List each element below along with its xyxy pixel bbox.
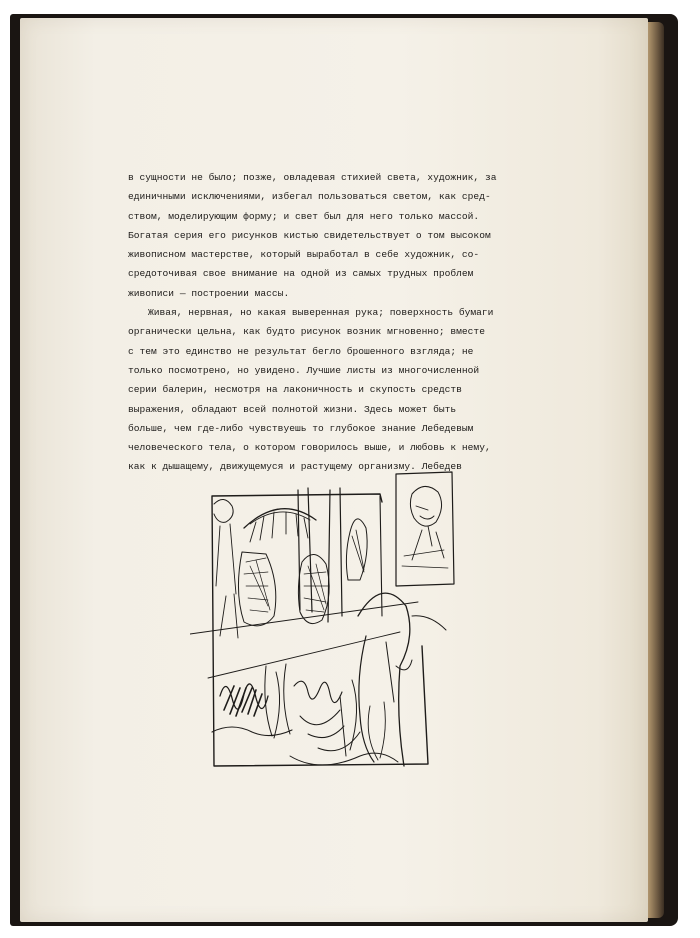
text-line: органически цельна, как будто рисунок возник мгновенно; вместе: [128, 326, 485, 338]
text-line: живописном мастерстве, который выработал в себе художник, со-: [128, 249, 480, 261]
text-line: человеческого тела, о котором говорилось выше, и любовь к нему,: [128, 442, 491, 454]
text-line: выражения, обладают всей полнотой жизни. Здесь может быть: [128, 403, 457, 415]
text-line: живописи — построении массы.: [128, 287, 290, 299]
text-line: средоточивая свое внимание на одной из самых трудных проблем: [128, 268, 474, 280]
body-text: [128, 168, 532, 477]
text-line: серии балерин, несмотря на лаконичность и скупость средств: [128, 384, 462, 396]
ink-sketch-illustration: [190, 466, 480, 796]
paragraph-2: [128, 303, 532, 477]
text-line: ством, моделирующим форму; и свет был для него только массой.: [128, 210, 480, 222]
text-line: в сущности не было; позже, овладевая стихией света, художник, за: [128, 172, 497, 183]
text-line: Живая, нервная, но какая выверенная рука; поверхность бумаги: [148, 307, 494, 319]
book-page: [20, 18, 648, 922]
paragraph-1: [128, 168, 532, 303]
text-line: единичными исключениями, избегал пользоваться светом, как сред-: [128, 191, 491, 203]
text-line: только посмотрено, но увидено. Лучшие листы из многочисленной: [128, 364, 480, 376]
text-line: с тем это единство не результат бегло брошенного взгляда; не: [128, 345, 474, 357]
text-line: больше, чем где-либо чувствуешь то глубокое знание Лебедевым: [128, 422, 474, 434]
text-line: Богатая серия его рисунков кистью свидетельствует о том высоком: [128, 229, 491, 241]
text-line: как к дышащему, движущемуся и растущему организму. Лебедев: [128, 461, 462, 473]
